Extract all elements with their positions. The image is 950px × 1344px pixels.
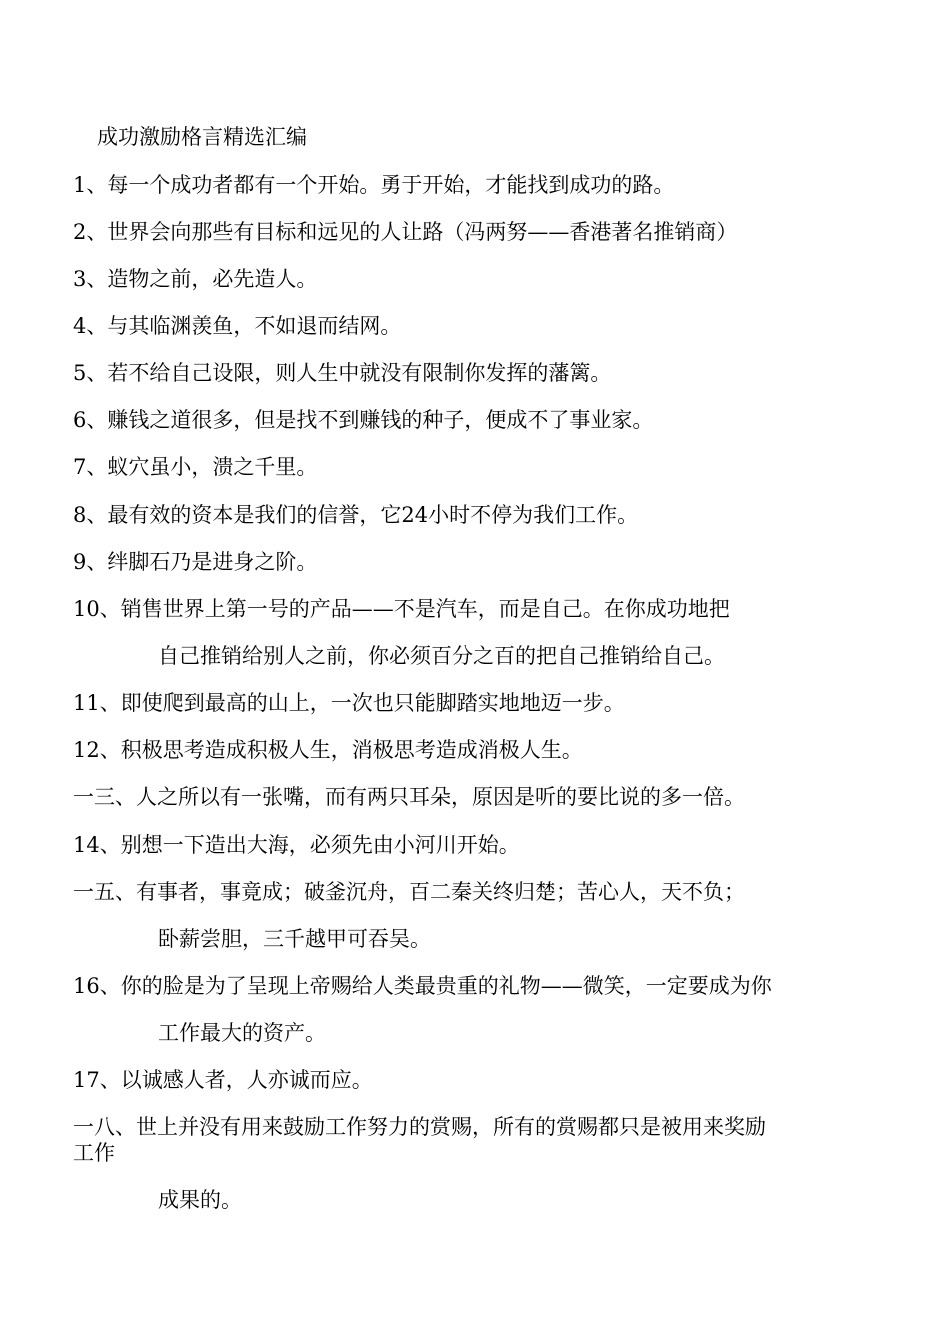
quote-line-18: 一八、世上并没有用来鼓励工作努力的赏赐，所有的赏赐都只是被用来奖励 (73, 1115, 766, 1139)
quote-line-13: 一三、人之所以有一张嘴，而有两只耳朵，原因是听的要比说的多一倍。 (73, 785, 745, 809)
quote-line-6: 6、赚钱之道很多，但是找不到赚钱的种子，便成不了事业家。 (73, 408, 654, 432)
quote-line-5: 5、若不给自己设限，则人生中就没有限制你发挥的藩篱。 (73, 361, 612, 385)
quote-line-15: 一五、有事者，事竟成；破釜沉舟，百二秦关终归楚；苦心人，天不负； (73, 880, 745, 904)
quote-line-4: 4、与其临渊羡鱼，不如退而结网。 (73, 314, 402, 338)
quote-line-16-continued: 工作最大的资产。 (158, 1021, 326, 1045)
quote-line-8: 8、最有效的资本是我们的信誉，它24小时不停为我们工作。 (73, 503, 639, 527)
quote-line-12: 12、积极思考造成积极人生，消极思考造成消极人生。 (73, 738, 583, 762)
quote-line-10-continued: 自己推销给别人之前，你必须百分之百的把自己推销给自己。 (158, 644, 725, 668)
quote-line-10: 10、销售世界上第一号的产品——不是汽车，而是自己。在你成功地把 (73, 597, 730, 621)
quote-line-9: 9、绊脚石乃是进身之阶。 (73, 550, 318, 574)
quote-line-15-continued: 卧薪尝胆，三千越甲可吞吴。 (158, 927, 431, 951)
quote-line-1: 1、每一个成功者都有一个开始。勇于开始，才能找到成功的路。 (73, 173, 675, 197)
quote-line-18-wrap: 工作 (73, 1141, 115, 1165)
quote-line-16: 16、你的脸是为了呈现上帝赐给人类最贵重的礼物——微笑，一定要成为你 (73, 974, 772, 998)
quote-line-3: 3、造物之前，必先造人。 (73, 267, 318, 291)
quote-line-11: 11、即使爬到最高的山上，一次也只能脚踏实地地迈一步。 (73, 691, 625, 715)
quote-line-2: 2、世界会向那些有目标和远见的人让路（冯两努——香港著名推销商） (73, 220, 738, 244)
quote-line-17: 17、以诚感人者，人亦诚而应。 (73, 1068, 373, 1092)
document-title: 成功激励格言精选汇编 (97, 125, 307, 149)
quote-line-18-continued: 成果的。 (158, 1188, 242, 1212)
quote-line-7: 7、蚁穴虽小，溃之千里。 (73, 455, 318, 479)
quote-line-14: 14、别想一下造出大海，必须先由小河川开始。 (73, 833, 520, 857)
